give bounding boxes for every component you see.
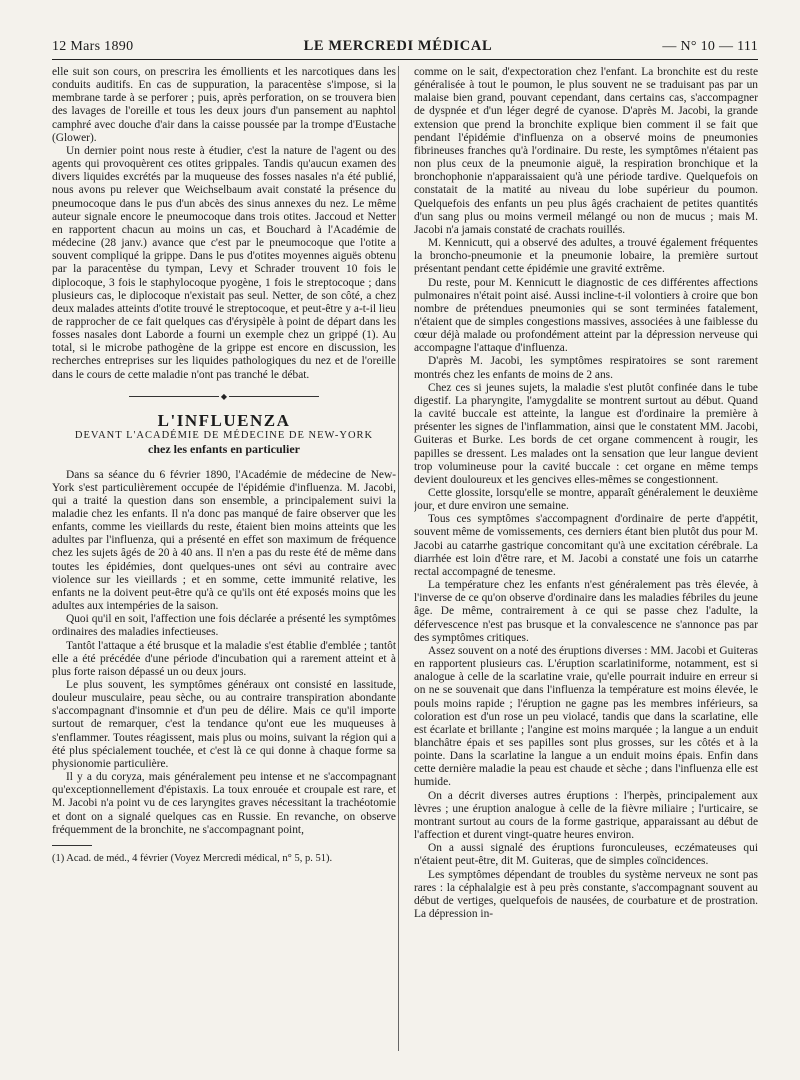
paragraph: Quoi qu'il en soit, l'affection une fois déclarée a présenté les symptômes ordinaires des maladies infectieuses. (52, 613, 396, 639)
paragraph: M. Kennicutt, qui a observé des adultes, a trouvé également fréquentes la broncho-pneumonie et la pneumonie lobaire, la première surtout présentant pendant cette épidémie une gravité extrême. (414, 237, 758, 276)
paragraph: comme on le sait, d'expectoration chez l'enfant. La bronchite est du reste généralisée à tout le poumon, le plus souvent ne se traduisant pas par un malaise bien grand, pouvant cependant, dans certains cas, s'accompagner de dyspnée et d'un léger degré de cyanose. D'après M. Jacobi, la grande extension que prend la bronchite explique bien comment il se fait que pendant l'épidémie d'influenza on a observé moins de pneumonies fibrineuses franches qu'à l'ordinaire. Du reste, les symptômes n'étaient pas non plus ceux de la pneumonie aiguë, la respiration bronchique et la bronchophonie n'apparaissaient qu'à une période tardive. Quelquefois on constatait de la matité au niveau du lobe supérieur du poumon. Quelquefois des enfants un peu plus âgés crachaient de petites quantités d'un sang plus ou moins vermeil mélangé ou non de mucus ; mais M. Jacobi n'a jamais constaté de crachats rouillés. (414, 66, 758, 236)
page-number: — N° 10 — 111 (662, 39, 758, 54)
column-divider (398, 66, 399, 1051)
paragraph: Dans sa séance du 6 février 1890, l'Académie de médecine de New-York s'est particulièrement occupée de l'épidémie d'influenza. M. Jacobi, qui a traité la question dans son ensemble, a principalement suivi la maladie chez les enfants. Il n'a donc pas manqué de faire observer que les enfants, comme les vieillards du reste, étaient bien moins atteints que les adultes par l'influenza, qui a présenté en effet son maximum de fréquence chez les sujets âgés de 20 à 40 ans. Il n'en a pas du reste été de même dans toutes les épidémies, dont quelques-unes ont sévi au contraire avec violence sur les vieillards ; et en somme, cette immunité relative, les enfants ne la doivent peut-être qu'à ce qu'ils ont été exposés moins que les adultes aux intempéries de la saison. (52, 468, 396, 613)
right-column (414, 66, 758, 1066)
text-columns (52, 66, 758, 1066)
section-divider: ◆ (52, 392, 396, 402)
paragraph: Un dernier point nous reste à étudier, c'est la nature de l'agent ou des agents qui provoquèrent ces otites grippales. Tandis qu'aucun examen des divers liquides excrétés par la muqueuse des fosses nasales n'a été publié, nous avons pu relever que Weichselbaum avait constaté la présence du pneumocoque dans le pus d'un abcès des sinus annexes du nez. Le même auteur signale encore le pneumocoque dans trois otites. Jaccoud et Netter en rapportent chacun au moins un cas, et Bouchard à l'Académie de médecine (28 janv.) avance que c'est par le pneumocoque que l'otite a souvent compliqué la grippe. Dans le pus d'otites moyennes aiguës obtenu par la paracentèse du tympan, Levy et Schrader trouvent 10 fois le diplocoque, 3 fois le staphylocoque pyogène, 1 fois le streptocoque ; dans plusieurs cas, le diplocoque n'existait pas seul. Netter, de son côté, a chez deux malades atteints d'otite trouvé le streptocoque, et peut-être y a-t-il lieu de rapprocher de ce fait quelques cas d'érysipèle à point de départ dans les fosses nasales dont Laborde a fourni un exemple chez un grippé (1). Au total, si le microbe pathogène de la grippe est encore en discussion, les recherches entreprises sur les liquides pathologiques du nez et de l'oreille dans le cours de cette maladie n'ont pas tranché le débat. (52, 144, 396, 381)
paragraph: Le plus souvent, les symptômes généraux ont consisté en lassitude, douleur musculaire, peau sèche, ou au contraire transpiration abondante s'accompagnant d'insomnie et d'un peu de délire. Mais ce qu'il importe surtout de remarquer, c'est la tendance qu'ont eue les muqueuses à s'enflammer. Toutes réagissent, mais plus ou moins, suivant la région qui a été plus spécialement touchée, et c'est là ce qui donne à chaque forme sa physionomie particulière. (52, 679, 396, 770)
section-subtitle: DEVANT L'ACADÉMIE DE MÉDECINE DE NEW-YORK (74, 430, 374, 442)
paragraph: D'après M. Jacobi, les symptômes respiratoires se sont rarement montrés chez les enfants de moins de 2 ans. (414, 355, 758, 381)
footnote: (1) Acad. de méd., 4 février (Voyez Mercredi médical, n° 5, p. 51). (52, 852, 333, 864)
paragraph: Du reste, pour M. Kennicutt le diagnostic de ces différentes affections pulmonaires n'était point aisé. Aussi incline-t-il volontiers à croire que bon nombre de prétendues pneumonies qui se sont terminées fatalement, n'étaient que de simples congestions massives, associées à une faiblesse du cœur déjà malade ou profondément atteint par la dépression nerveuse qui accompagne l'attaque d'influenza. (414, 276, 758, 355)
paragraph: Les symptômes dépendant de troubles du système nerveux ne sont pas rares : la céphalalgie est à peu près constante, s'accompagnant souvent au début de vertiges, quelquefois de nausées, de courbature et de prostration. La dépression in- (414, 868, 758, 920)
paragraph: La température chez les enfants n'est généralement pas très élevée, à l'inverse de ce qu'on observe d'ordinaire dans les maladies fébriles du jeune âge. De même, contrairement à ce qui se passe chez l'adulte, la défervescence n'est pas brusque et la convalescence ne s'annonce pas par des symptômes critiques. (414, 579, 758, 644)
footnote-separator (52, 845, 92, 846)
paragraph: Assez souvent on a noté des éruptions diverses : MM. Jacobi et Guiteras en rapportent plusieurs cas. L'éruption scarlatiniforme, notamment, est si analogue à celle de la scarlatine vraie, qu'elle pourrait induire en erreur si on ne se souvenait que dans l'influenza la température est moins élevée, le pouls moins rapide ; l'éruption ne gagne pas les membres inférieurs, sa coloration est d'un rose un peu violacé, tandis que dans la scarlatine, elle est écarlate et brillante ; l'angine est moins marquée ; la langue a un enduit blanchâtre épais et ses papilles sont plus grosses, sur les côtés et à la pointe. Dans la scarlatine la langue a un enduit moins épais. Enfin dans cette dernière maladie la peau est chaude et sèche ; dans l'influenza elle est humide. (414, 644, 758, 789)
section-title: L'INFLUENZA (157, 411, 291, 431)
paragraph: Chez ces si jeunes sujets, la maladie s'est plutôt confinée dans le tube digestif. La pharyngite, l'amygdalite se montrent surtout au début. Quand la cavité buccale est atteinte, la langue est d'ordinaire la première à présenter les signes de l'inflammation, ainsi que le constatent MM. Jacobi, Guiteras et Burke. Les bords de cet organe commencent à rougir, les papilles se dressent. Les malades ont la sensation que leur langue devient trop volumineuse pour la cavité buccale : cet organe en même temps devient douloureux et les gencives elles-mêmes se congestionnent. (414, 381, 758, 486)
paragraph: Tantôt l'attaque a été brusque et la maladie s'est établie d'emblée ; tantôt elle a été précédée d'une période d'incubation qui a rarement atteint et à plus forte raison dépassé un ou deux jours. (52, 639, 396, 678)
paragraph: Tous ces symptômes s'accompagnent d'ordinaire de perte d'appétit, souvent même de vomissements, ces derniers étant bien plutôt dus pour M. Jacobi au catarrhe gastrique concomitant qu'à une excitation cérébrale. La diarrhée est loin d'être rare, et M. Jacobi a constaté une fois un catarrhe rectal accompagné de tenesme. (414, 513, 758, 578)
left-column (52, 66, 396, 1066)
paragraph: elle suit son cours, on prescrira les émollients et les narcotiques dans les conduits auditifs. En cas de suppuration, la paracentèse s'impose, si la membrane tarde à se perforer ; puis, après perforation, on se trouvera bien des lavages de l'oreille et tous les deux jours d'un pansement au naphtol camphré avec douche d'air dans la caisse poussée par la trompe d'Eustache (Glower). (52, 66, 396, 144)
journal-title: LE MERCREDI MÉDICAL (303, 38, 493, 54)
issue-date: 12 Mars 1890 (52, 39, 134, 54)
paragraph: On a aussi signalé des éruptions furonculeuses, eczémateuses qui n'étaient peut-être, dit M. Guiteras, que de simples coïncidences. (414, 842, 758, 868)
paragraph: On a décrit diverses autres éruptions : l'herpès, principalement aux lèvres ; une éruption analogue à celle de la fièvre miliaire ; l'urticaire, se montrant surtout au cours de la forme gastrique, apparaissant au début de l'affection et durent vingt-quatre heures environ. (414, 789, 758, 842)
paragraph: Cette glossite, lorsqu'elle se montre, apparaît généralement le deuxième jour, et dure environ une semaine. (414, 487, 758, 513)
page-header (52, 38, 758, 60)
section-subtitle-secondary: chez les enfants en particulier (148, 442, 300, 457)
paragraph: Il y a du coryza, mais généralement peu intense et ne s'accompagnant qu'exceptionnellement d'épistaxis. La toux enrouée et croupale est rare, et M. Jacobi n'a point vu de ces laryngites graves nécessitant la trachéotomie et dont on a signalé quelques cas en Russie. En revanche, on observe fréquemment de la bronchite, ne s'accompagnant point, (52, 771, 396, 836)
